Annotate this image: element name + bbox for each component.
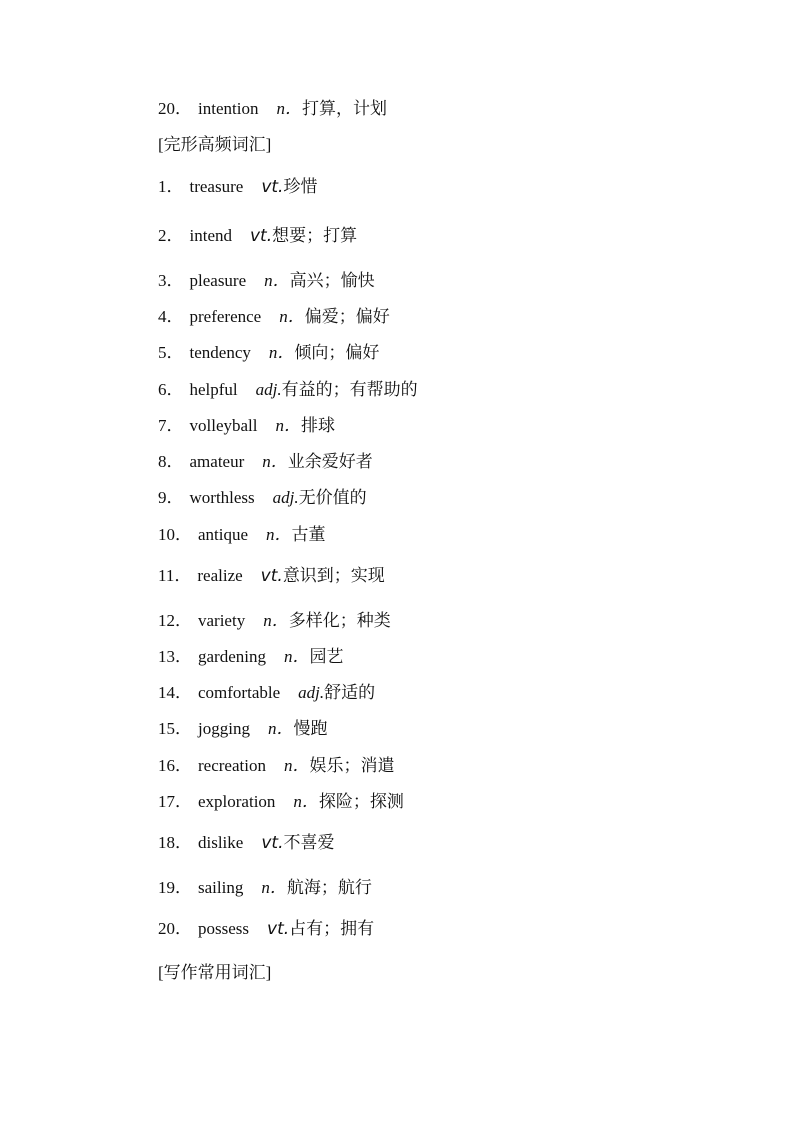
entry-gloss: 意识到；实现 [282, 566, 385, 585]
entry-gloss: 慢跑 [293, 719, 328, 738]
entry-word: gardening [198, 647, 266, 666]
entry-gloss: 倾向；偏好 [294, 343, 380, 362]
vocab-entry [158, 270, 375, 292]
entry-number: 14． [158, 683, 192, 702]
entry-pos: n． [283, 647, 310, 666]
vocab-entry [158, 832, 334, 854]
entry-gloss: 不喜爱 [283, 833, 335, 852]
entry-number: 1． [158, 177, 184, 196]
entry-word: possess [198, 919, 250, 938]
entry-gloss: 业余爱好者 [287, 452, 373, 471]
entry-pos: n． [264, 271, 290, 290]
entry-number: 11． [158, 566, 192, 585]
entry-pos: n． [275, 416, 301, 435]
vocab-entry [158, 646, 343, 668]
entry-word: jogging [198, 719, 250, 738]
entry-number: 13． [158, 647, 192, 666]
entry-pos: vt. [267, 919, 290, 939]
entry-pos: n． [283, 756, 310, 775]
vocab-entry [158, 755, 394, 777]
vocab-entry [158, 610, 391, 632]
entry-word: helpful [189, 380, 238, 399]
vocab-entry [158, 342, 379, 364]
entry-gloss: 珍惜 [283, 177, 318, 196]
vocab-entry-top [158, 98, 387, 120]
entry-pos: vt. [261, 833, 284, 853]
entry-number: 20． [158, 919, 192, 938]
entry-word: dislike [198, 833, 244, 852]
entry-pos: vt. [260, 566, 283, 586]
entry-pos: n． [261, 878, 287, 897]
entry-word: volleyball [189, 416, 258, 435]
entry-pos: adj. [255, 380, 282, 399]
vocab-entry [158, 718, 327, 740]
entry-gloss: 多样化；种类 [288, 611, 391, 630]
entry-word: preference [189, 307, 262, 326]
entry-number: 5． [158, 343, 184, 362]
entry-gloss: 古董 [291, 525, 326, 544]
entry-number: 3． [158, 271, 184, 290]
entry-pos: n． [267, 719, 294, 738]
entry-number: 2． [158, 226, 184, 245]
entry-gloss: 打算，计划 [301, 99, 387, 118]
entry-word: variety [198, 611, 246, 630]
entry-number: 6． [158, 380, 184, 399]
entry-number: 10． [158, 525, 192, 544]
entry-gloss: 想要；打算 [272, 226, 358, 245]
vocab-entry [158, 487, 367, 509]
vocab-entry [158, 306, 390, 328]
entry-gloss: 娱乐；消遣 [309, 756, 395, 775]
entry-word: exploration [198, 792, 276, 811]
entry-pos: adj. [272, 488, 299, 507]
entry-number: 15． [158, 719, 192, 738]
entry-number: 4． [158, 307, 184, 326]
entry-number: 7． [158, 416, 184, 435]
entry-gloss: 偏爱；偏好 [304, 307, 390, 326]
entry-number: 16． [158, 756, 192, 775]
entry-gloss: 探险；探测 [318, 792, 404, 811]
vocab-entry [158, 682, 375, 704]
entry-number: 17． [158, 792, 192, 811]
entry-word: amateur [189, 452, 245, 471]
entry-pos: n． [268, 343, 295, 362]
entry-word: pleasure [189, 271, 247, 290]
entry-gloss: 舒适的 [324, 683, 376, 702]
vocab-entry [158, 176, 317, 198]
vocab-entry [158, 877, 372, 899]
entry-number: 12． [158, 611, 192, 630]
entry-pos: n． [276, 99, 302, 118]
vocab-entry [158, 415, 335, 437]
entry-pos: adj. [298, 683, 325, 702]
section-heading-writing: [写作常用词汇] [158, 963, 272, 982]
entry-word: antique [198, 525, 249, 544]
entry-word: treasure [189, 177, 244, 196]
entry-word: realize [197, 566, 243, 585]
entry-number: 9． [158, 488, 184, 507]
entry-gloss: 航海；航行 [286, 878, 372, 897]
entry-gloss: 排球 [300, 416, 335, 435]
section-heading-cloze: [完形高频词汇] [158, 135, 272, 154]
entry-pos: n． [279, 307, 305, 326]
entry-word: tendency [189, 343, 251, 362]
vocab-entry [158, 524, 326, 546]
entry-gloss: 有益的；有帮助的 [281, 380, 418, 399]
entry-word: intention [198, 99, 259, 118]
vocab-entry [158, 791, 404, 813]
entry-gloss: 园艺 [309, 647, 344, 666]
entry-word: sailing [198, 878, 244, 897]
vocab-entry [158, 451, 373, 473]
entry-word: worthless [189, 488, 255, 507]
entry-word: recreation [198, 756, 266, 775]
entry-pos: vt. [250, 226, 273, 246]
entry-pos: n． [266, 525, 292, 544]
entry-gloss: 无价值的 [298, 488, 367, 507]
entry-pos: vt. [261, 177, 284, 197]
entry-word: intend [189, 226, 232, 245]
vocab-entry [158, 379, 418, 401]
vocab-entry [158, 225, 357, 247]
vocab-entry [158, 918, 374, 940]
entry-pos: n． [262, 452, 288, 471]
entry-gloss: 占有；拥有 [289, 919, 375, 938]
vocab-entry [158, 565, 385, 587]
entry-word: comfortable [198, 683, 281, 702]
entry-number: 20． [158, 99, 192, 118]
entry-pos: n． [293, 792, 319, 811]
entry-number: 8． [158, 452, 184, 471]
entry-gloss: 高兴；愉快 [289, 271, 375, 290]
entry-number: 19． [158, 878, 192, 897]
entry-pos: n． [263, 611, 289, 630]
entry-number: 18． [158, 833, 192, 852]
